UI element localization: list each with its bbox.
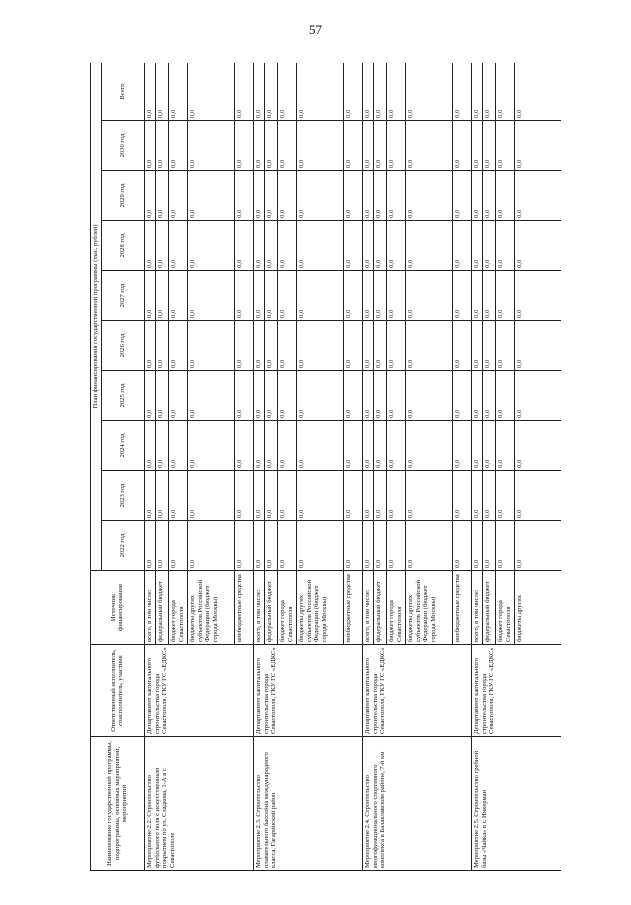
value-cell [362,521,471,571]
value: 0,0 [472,309,480,318]
value: 0,0 [495,271,514,320]
source-label: всего, в том числе: [472,589,480,642]
value-cell [471,171,561,221]
value: 0,0 [343,521,362,570]
value: 0,0 [363,109,371,118]
value: 0,0 [168,371,187,420]
value: 0,0 [277,63,296,120]
value: 0,0 [373,521,386,570]
value: 0,0 [277,421,296,470]
value-cell [144,121,253,171]
value: 0,0 [482,121,495,170]
source-label: всего, в том числе: [254,589,262,642]
value: 0,0 [187,421,234,470]
value-cell [253,121,362,171]
source-label: федеральный бюджет [482,571,495,644]
value: 0,0 [495,471,514,520]
value: 0,0 [145,109,153,118]
value: 0,0 [234,421,253,470]
value: 0,0 [145,409,153,418]
value: 0,0 [495,521,514,570]
value: 0,0 [155,521,168,570]
value: 0,0 [254,209,262,218]
value-cell [144,371,253,421]
value: 0,0 [145,509,153,518]
value: 0,0 [495,171,514,220]
value: 0,0 [343,121,362,170]
source-label: бюджеты других субъектов Российской Федерации (бюджет города Москвы) [405,571,452,644]
value: 0,0 [187,221,234,270]
value: 0,0 [363,459,371,468]
value: 0,0 [155,321,168,370]
value: 0,0 [514,63,561,120]
value-cell [471,321,561,371]
value: 0,0 [254,259,262,268]
source-label: бюджеты других субъектов Российской Федерации (бюджет города Москвы) [296,571,343,644]
value: 0,0 [155,171,168,220]
value: 0,0 [277,121,296,170]
value: 0,0 [187,371,234,420]
value: 0,0 [155,271,168,320]
value: 0,0 [155,371,168,420]
value: 0,0 [373,121,386,170]
value: 0,0 [472,159,480,168]
table-row [471,63,561,871]
value-cell [144,421,253,471]
source-label: бюджеты других [514,571,561,644]
value: 0,0 [254,459,262,468]
value: 0,0 [514,421,561,470]
value: 0,0 [514,271,561,320]
source-label: бюджет города Севастополя [168,571,187,644]
value: 0,0 [187,171,234,220]
value-cell [471,63,561,121]
value: 0,0 [495,421,514,470]
value: 0,0 [343,171,362,220]
value: 0,0 [155,421,168,470]
value: 0,0 [277,471,296,520]
value: 0,0 [296,471,343,520]
header-year: 2026 год [101,321,144,371]
value: 0,0 [277,271,296,320]
value: 0,0 [514,121,561,170]
value-cell [471,421,561,471]
value-cell [362,471,471,521]
value: 0,0 [405,221,452,270]
value: 0,0 [363,259,371,268]
value: 0,0 [264,421,277,470]
program-name-cell: Мероприятие 2.3. Строительство плавательного бассейна международного класса, Гагаринский район [253,737,362,871]
header-year: 2027 год [101,271,144,321]
value-cell [144,221,253,271]
value: 0,0 [495,121,514,170]
value: 0,0 [168,421,187,470]
value: 0,0 [234,121,253,170]
value: 0,0 [386,63,405,120]
value: 0,0 [452,421,471,470]
value: 0,0 [187,63,234,120]
value: 0,0 [296,221,343,270]
header-year: 2030 год [101,121,144,171]
value: 0,0 [452,271,471,320]
page-number: 57 [309,22,322,37]
value: 0,0 [296,171,343,220]
value: 0,0 [168,221,187,270]
value: 0,0 [514,371,561,420]
value: 0,0 [386,471,405,520]
value: 0,0 [482,271,495,320]
value: 0,0 [363,509,371,518]
rotated-table-container [90,63,561,871]
value: 0,0 [168,321,187,370]
value: 0,0 [514,471,561,520]
value: 0,0 [495,371,514,420]
value: 0,0 [145,559,153,568]
source-label: бюджет города Севастополя [277,571,296,644]
value: 0,0 [343,371,362,420]
value: 0,0 [264,521,277,570]
value: 0,0 [187,521,234,570]
source-label: федеральный бюджет [373,571,386,644]
value: 0,0 [452,121,471,170]
source-cell [144,571,253,645]
value-cell [471,521,561,571]
value: 0,0 [495,321,514,370]
header-year: 2024 год [101,421,144,471]
source-label: внебюджетные средства [234,571,253,644]
value-cell [471,121,561,171]
value: 0,0 [363,359,371,368]
header-year: Всего [101,63,144,121]
header-source: Источник финансирования [91,571,145,645]
value: 0,0 [495,221,514,270]
value: 0,0 [386,421,405,470]
value: 0,0 [264,121,277,170]
value: 0,0 [254,109,262,118]
value: 0,0 [234,63,253,120]
value: 0,0 [472,109,480,118]
program-name-cell: Мероприятие 2.4. Строительство многофункционального спортивного комплекса в Балаклавском районе, 7-й км [362,737,471,871]
value: 0,0 [264,471,277,520]
value: 0,0 [363,409,371,418]
value: 0,0 [145,359,153,368]
source-label: федеральный бюджет [264,571,277,644]
header-plan: План финансирования государственной программы (тыс. рублей) [91,63,102,571]
value: 0,0 [373,321,386,370]
executor-cell: Департамент капитального строительства города Севастополя, ГКУ ГС «ЕДКС» [253,645,362,737]
value: 0,0 [254,559,262,568]
value-cell [144,63,253,121]
value-cell [362,63,471,121]
value: 0,0 [514,521,561,570]
value: 0,0 [168,171,187,220]
value: 0,0 [155,221,168,270]
value-cell [253,271,362,321]
value: 0,0 [482,371,495,420]
value: 0,0 [145,259,153,268]
value: 0,0 [234,521,253,570]
financing-table [90,63,561,871]
value: 0,0 [405,371,452,420]
value: 0,0 [187,471,234,520]
value: 0,0 [386,321,405,370]
value-cell [253,371,362,421]
value: 0,0 [168,471,187,520]
value: 0,0 [296,371,343,420]
table-row [253,63,362,871]
value: 0,0 [168,63,187,120]
value-cell [253,171,362,221]
value: 0,0 [472,359,480,368]
source-label: внебюджетные средства [452,571,471,644]
value: 0,0 [264,171,277,220]
source-label: бюджет города Севастополя [495,571,514,644]
value: 0,0 [343,471,362,520]
executor-cell: Департамент капитального строительства города Севастополя, ГКУ ГС «ЕДКС» [471,645,561,737]
value: 0,0 [234,271,253,320]
header-year: 2025 год [101,371,144,421]
value: 0,0 [452,471,471,520]
value: 0,0 [296,63,343,120]
value: 0,0 [254,309,262,318]
value: 0,0 [187,271,234,320]
value-cell [471,471,561,521]
value: 0,0 [514,171,561,220]
value: 0,0 [343,221,362,270]
value-cell [471,271,561,321]
value: 0,0 [482,221,495,270]
source-label: федеральный бюджет [155,571,168,644]
value-cell [144,471,253,521]
value-cell [253,421,362,471]
value: 0,0 [482,171,495,220]
value-cell [362,321,471,371]
source-label: внебюджетные средства [343,571,362,644]
value: 0,0 [234,321,253,370]
value: 0,0 [405,471,452,520]
value: 0,0 [254,159,262,168]
value: 0,0 [296,421,343,470]
value: 0,0 [234,221,253,270]
value: 0,0 [343,321,362,370]
value: 0,0 [363,159,371,168]
value: 0,0 [254,509,262,518]
value: 0,0 [363,209,371,218]
value: 0,0 [452,321,471,370]
value: 0,0 [264,221,277,270]
source-cell [471,571,561,645]
value: 0,0 [405,321,452,370]
value: 0,0 [168,521,187,570]
program-name-cell: Мероприятие 2.5. Строительство гребной базы «Чайка» в г. Инкерман [471,737,561,871]
value: 0,0 [386,271,405,320]
header-year: 2029 год [101,171,144,221]
value: 0,0 [234,371,253,420]
source-label: всего, в том числе: [363,589,371,642]
value: 0,0 [373,171,386,220]
value: 0,0 [264,321,277,370]
value: 0,0 [145,309,153,318]
value-cell [362,421,471,471]
value: 0,0 [514,321,561,370]
value: 0,0 [452,171,471,220]
value: 0,0 [254,409,262,418]
value: 0,0 [405,121,452,170]
value: 0,0 [482,63,495,120]
value: 0,0 [234,471,253,520]
value-cell [144,521,253,571]
value: 0,0 [264,371,277,420]
value: 0,0 [373,471,386,520]
value: 0,0 [277,171,296,220]
value: 0,0 [187,321,234,370]
value: 0,0 [452,371,471,420]
value: 0,0 [386,371,405,420]
value: 0,0 [373,421,386,470]
value-cell [362,371,471,421]
value: 0,0 [405,421,452,470]
value: 0,0 [452,63,471,120]
source-label: всего, в том числе: [145,589,153,642]
value: 0,0 [155,471,168,520]
value: 0,0 [472,209,480,218]
value: 0,0 [472,559,480,568]
value: 0,0 [472,409,480,418]
value: 0,0 [264,271,277,320]
value: 0,0 [296,521,343,570]
value-cell [253,521,362,571]
value: 0,0 [363,309,371,318]
value: 0,0 [472,459,480,468]
value: 0,0 [343,63,362,120]
value: 0,0 [373,221,386,270]
header-year: 2028 год [101,221,144,271]
value-cell [471,371,561,421]
value: 0,0 [145,159,153,168]
source-label: бюджеты других субъектов Российской Федерации (бюджет города Москвы) [187,571,234,644]
value: 0,0 [363,559,371,568]
value-cell [253,221,362,271]
value: 0,0 [277,521,296,570]
value-cell [362,121,471,171]
value: 0,0 [386,171,405,220]
program-name-cell: Мероприятие 2.2. Строительство футбольного поля с искусственным покрытием по ул. Сладкова, 1-А в г. Севастополе [144,737,253,871]
value: 0,0 [452,521,471,570]
value-cell [471,221,561,271]
value-cell [362,221,471,271]
executor-cell: Департамент капитального строительства города Севастополя, ГКУ ГС «ЕДКС» [362,645,471,737]
table-frame [90,63,561,871]
value: 0,0 [482,471,495,520]
value: 0,0 [277,321,296,370]
value: 0,0 [482,421,495,470]
value: 0,0 [495,63,514,120]
value-cell [144,171,253,221]
value: 0,0 [386,221,405,270]
value: 0,0 [234,171,253,220]
value: 0,0 [373,63,386,120]
value: 0,0 [264,63,277,120]
header-executor: Ответственный исполнитель, соисполнитель, участник [91,645,145,737]
value: 0,0 [405,171,452,220]
executor-cell: Департамент капитального строительства города Севастополя, ГКУ ГС «ЕДКС» [144,645,253,737]
value: 0,0 [405,271,452,320]
value: 0,0 [168,121,187,170]
source-label: бюджет города Севастополя [386,571,405,644]
value: 0,0 [472,259,480,268]
value: 0,0 [514,221,561,270]
value: 0,0 [386,521,405,570]
value-cell [362,171,471,221]
header-name: Наименование государственной программы, подпрограммы, основных мероприятий, мероприятий [91,737,145,871]
value: 0,0 [482,321,495,370]
value: 0,0 [343,271,362,320]
value: 0,0 [296,121,343,170]
value: 0,0 [168,271,187,320]
value-cell [144,271,253,321]
value: 0,0 [343,421,362,470]
value-cell [144,321,253,371]
header-year: 2023 год [101,471,144,521]
table-row [144,63,253,871]
value: 0,0 [145,209,153,218]
source-cell [362,571,471,645]
value-cell [253,63,362,121]
source-cell [253,571,362,645]
value: 0,0 [452,221,471,270]
value-cell [362,271,471,321]
value: 0,0 [405,521,452,570]
value: 0,0 [386,121,405,170]
value: 0,0 [145,459,153,468]
value: 0,0 [254,359,262,368]
table-row [362,63,471,871]
value: 0,0 [296,271,343,320]
value: 0,0 [373,271,386,320]
value: 0,0 [472,509,480,518]
value: 0,0 [155,121,168,170]
value: 0,0 [482,521,495,570]
value: 0,0 [277,371,296,420]
header-year: 2022 год [101,521,144,571]
value: 0,0 [155,63,168,120]
value-cell [253,321,362,371]
value: 0,0 [405,63,452,120]
value-cell [253,471,362,521]
value: 0,0 [277,221,296,270]
value: 0,0 [373,371,386,420]
value: 0,0 [296,321,343,370]
value: 0,0 [187,121,234,170]
